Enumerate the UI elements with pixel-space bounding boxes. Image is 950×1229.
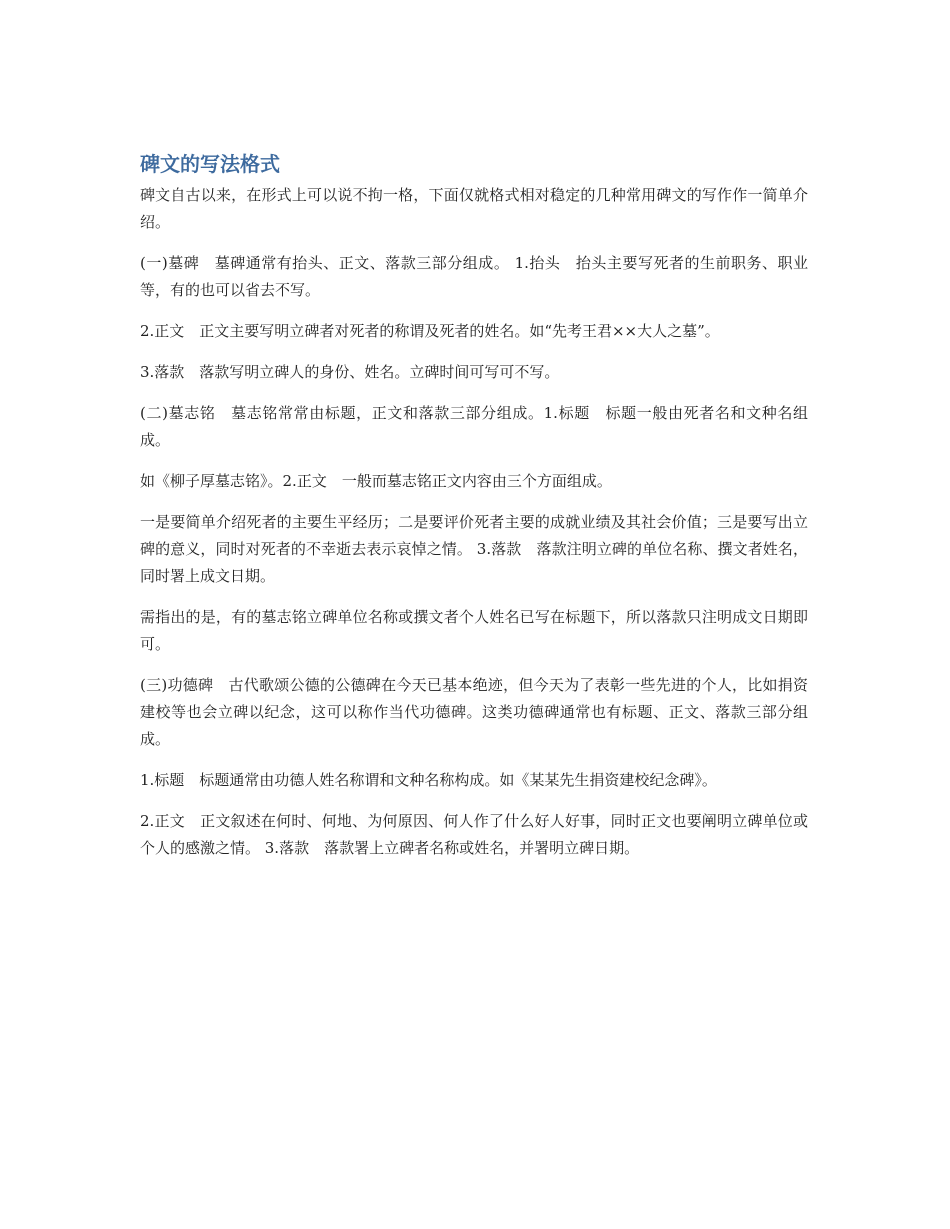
- paragraph-epitaph-body: 一是要简单介绍死者的主要生平经历；二是要评价死者主要的成就业绩及其社会价值；三是要写出立碑的意义，同时对死者的不幸逝去表示哀悼之情。 3.落款 落款注明立碑的单位名称、撰文者姓名，同时署上成文日期。: [140, 513, 808, 585]
- document-page: [140, 150, 808, 876]
- paragraph-epitaph-note: 需指出的是，有的墓志铭立碑单位名称或撰文者个人姓名已写在标题下，所以落款只注明成文日期即可。: [140, 608, 808, 653]
- paragraph-merit-stele: (三)功德碑 古代歌颂公德的公德碑在今天已基本绝迹，但今天为了表彰一些先进的个人，比如捐资建校等也会立碑以纪念，这可以称作当代功德碑。这类功德碑通常也有标题、正文、落款三部分组成。: [140, 676, 808, 748]
- paragraph-merit-title: 1.标题 标题通常由功德人姓名称谓和文种名称构成。如《某某先生捐资建校纪念碑》。: [140, 771, 717, 789]
- paragraph-tombstone-body: 2.正文 正文主要写明立碑者对死者的称谓及死者的姓名。如“先考王君××大人之墓”。: [140, 322, 720, 340]
- page-title: 碑文的写法格式: [140, 152, 280, 176]
- paragraph-epitaph-example: 如《柳子厚墓志铭》。2.正文 一般而墓志铭正文内容由三个方面组成。: [140, 472, 612, 490]
- paragraph-merit-body: 2.正文 正文叙述在何时、何地、为何原因、何人作了什么好人好事，同时正文也要阐明立碑单位或个人的感激之情。 3.落款 落款署上立碑者名称或姓名，并署明立碑日期。: [140, 812, 808, 857]
- paragraph-intro: 碑文自古以来，在形式上可以说不拘一格，下面仅就格式相对稳定的几种常用碑文的写作作一简单介绍。: [140, 186, 808, 231]
- paragraph-tombstone-signature: 3.落款 落款写明立碑人的身份、姓名。立碑时间可写可不写。: [140, 363, 560, 381]
- paragraph-tombstone: (一)墓碑 墓碑通常有抬头、正文、落款三部分组成。 1.抬头 抬头主要写死者的生前职务、职业等，有的也可以省去不写。: [140, 254, 808, 299]
- paragraph-epitaph: (二)墓志铭 墓志铭常常由标题，正文和落款三部分组成。1.标题 标题一般由死者名和文种名组成。: [140, 404, 808, 449]
